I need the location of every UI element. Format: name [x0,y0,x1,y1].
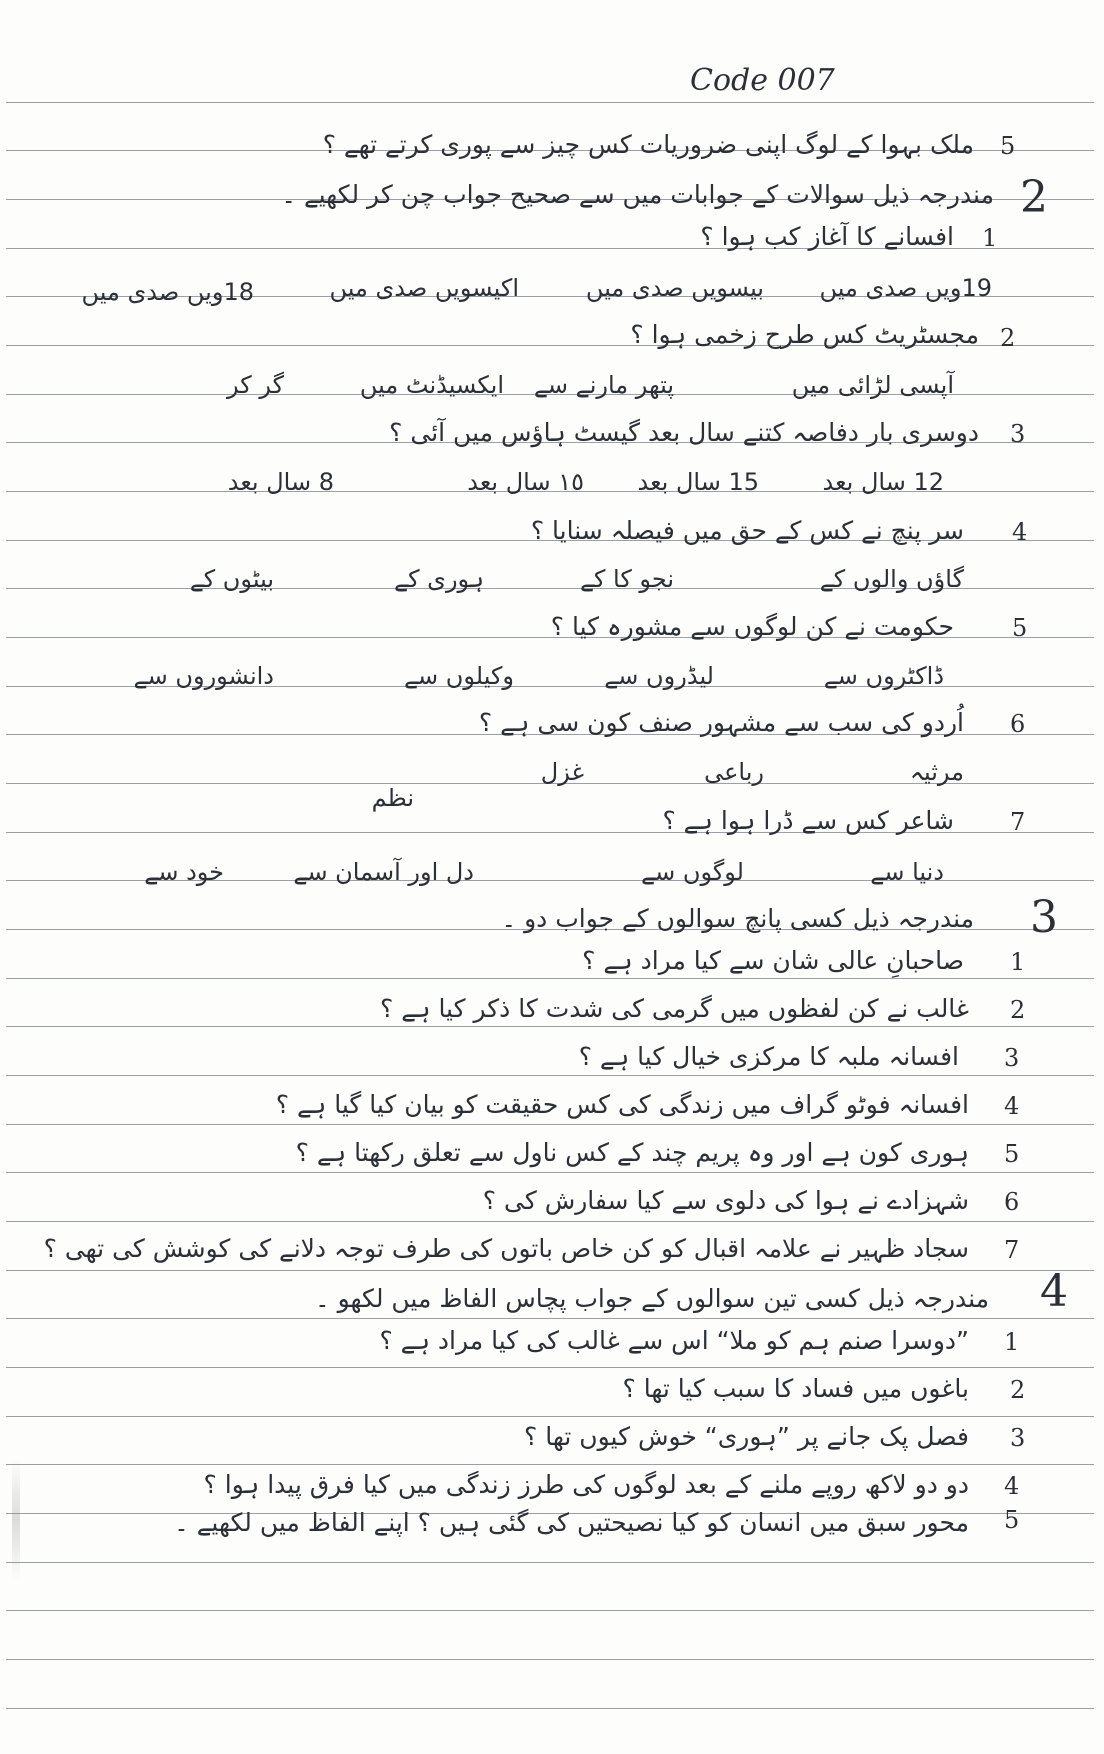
q3-item-text: افسانہ ملبہ کا مرکزی خیال کیا ہے ؟ [578,1042,959,1071]
q4-item-text: محور سبق میں انسان کو کیا نصیحتیں کی گئی ہیں ؟ اپنے الفاظ میں لکھیے ۔ [174,1508,969,1537]
q2-option: بیٹوں کے [189,565,274,593]
q4-item-number: 1 [1004,1328,1020,1356]
q3-item-number: 6 [1004,1188,1020,1216]
ruled-line [6,102,1094,103]
q3-item-number: 2 [1010,996,1026,1024]
ruled-line [6,1464,1094,1465]
ruled-line [6,1610,1094,1611]
ruled-line [6,1416,1094,1417]
q2-question: سر پنچ نے کس کے حق میں فیصلہ سنایا ؟ [530,516,964,545]
q3-item-text: افسانہ فوٹو گراف میں زندگی کی کس حقیقت کو بیان کیا گیا ہے ؟ [275,1090,969,1119]
q2-option: نظم [371,784,414,812]
q2-question: اُردو کی سب سے مشہور صنف کون سی ہے ؟ [478,708,964,737]
q2-item-number: 7 [1010,808,1026,836]
q2-option: نجو کا کے [579,565,674,593]
q3-item-text: ہوری کون ہے اور وہ پریم چند کے کس ناول سے تعلق رکھتا ہے ؟ [295,1138,969,1167]
q2-option: رباعی [704,758,764,786]
q3-instruction: مندرجہ ذیل کسی پانچ سوالوں کے جواب دو ۔ [501,904,974,933]
q3-item-number: 5 [1004,1140,1020,1168]
q3-item-number: 7 [1004,1236,1020,1264]
q4-item-text: فصل پک جانے پر ”ہوری“ خوش کیوں تھا ؟ [524,1422,969,1451]
q3-item-text: غالب نے کن لفظوں میں گرمی کی شدت کا ذکر کیا ہے ؟ [379,994,969,1023]
q2-option: گاؤں والوں کے [819,565,964,593]
q2-option: لیڈروں سے [604,662,714,690]
q2-item-number: 2 [1000,324,1016,352]
q1-item-text: ملک بہوا کے لوگ اپنی ضروریات کس چیز سے پوری کرتے تھے ؟ [322,130,974,159]
q2-option: غزل [540,758,584,786]
q2-item-number: 1 [982,224,998,252]
q2-question: مجسٹریٹ کس طرح زخمی ہوا ؟ [630,320,979,349]
section-number-4: 4 [1040,1266,1068,1317]
q2-option: 15 سال بعد [637,468,759,496]
q2-option: 18ویں صدی میں [81,278,254,306]
ruled-line [6,1270,1094,1271]
q2-option: 12 سال بعد [822,468,944,496]
q1-item-number: 5 [1000,132,1016,160]
q2-option: ڈاکٹروں سے [823,662,944,690]
q2-question: شاعر کس سے ڈرا ہوا ہے ؟ [662,806,954,835]
q2-question: افسانے کا آغاز کب ہوا ؟ [700,222,954,251]
q4-item-text: ”دوسرا صنم ہم کو ملا“ اس سے غالب کی کیا مراد ہے ؟ [379,1326,969,1355]
q2-item-number: 6 [1010,710,1026,738]
ruled-line [6,1172,1094,1173]
q2-option: وکیلوں سے [403,662,514,690]
q3-item-number: 1 [1010,948,1026,976]
q2-instruction: مندرجہ ذیل سوالات کے جوابات میں سے صحیح جواب چن کر لکھیے ۔ [281,180,994,209]
section-number-2: 2 [1020,172,1048,223]
q4-item-text: باغوں میں فساد کا سبب کیا تھا ؟ [622,1374,969,1403]
q2-question: دوسری بار دفاصہ کتنے سال بعد گیسٹ ہاؤس میں آئی ؟ [389,418,979,447]
ruled-line [6,1367,1094,1368]
q2-item-number: 3 [1010,420,1026,448]
q2-option: اکیسویں صدی میں [329,274,519,302]
ruled-line [6,1562,1094,1563]
q4-item-number: 5 [1004,1506,1020,1534]
q2-option: 19ویں صدی میں [819,274,992,302]
q2-option: آپسی لڑائی میں [791,371,954,399]
q2-option: ١٥ سال بعد [467,468,584,496]
q2-item-number: 5 [1012,614,1028,642]
ruled-line [6,978,1094,979]
section-number-3: 3 [1030,892,1058,943]
ruled-line [6,1659,1094,1660]
q2-option: مرثیہ [909,758,964,786]
paper-code: Code 007 [690,63,835,98]
q2-option: دنیا سے [870,858,944,886]
q2-option: 8 سال بعد [227,468,334,496]
q3-item-number: 3 [1004,1044,1020,1072]
ruled-line [6,1026,1094,1027]
ruled-line [6,1221,1094,1222]
q4-item-number: 3 [1010,1424,1026,1452]
q2-option: دانشوروں سے [133,662,274,690]
ruled-line [6,1124,1094,1125]
q4-item-number: 4 [1004,1472,1020,1500]
q4-item-text: دو دو لاکھ روپے ملنے کے بعد لوگوں کی طرز زندگی میں کیا فرق پیدا ہوا ؟ [203,1470,969,1499]
q2-option: لوگوں سے [641,858,744,886]
ruled-line [6,1708,1094,1709]
q4-instruction: مندرجہ ذیل کسی تین سوالوں کے جواب پچاس الفاظ میں لکھو ۔ [315,1284,989,1313]
q2-option: پتھر مارنے سے [533,371,674,399]
q2-option: گر کر [227,371,284,399]
q2-option: ایکسیڈنٹ میں [359,371,504,399]
q3-item-number: 4 [1004,1092,1020,1120]
q2-question: حکومت نے کن لوگوں سے مشورہ کیا ؟ [550,612,954,641]
q3-item-text: سجاد ظہیر نے علامہ اقبال کو کن خاص باتوں کی طرف توجہ دلانے کی کوشش کی تھی ؟ [43,1234,969,1263]
margin-smudge [12,1460,20,1580]
q2-option: ہوری کے [394,565,484,593]
q3-item-text: شہزادے نے ہوا کی دلوی سے کیا سفارش کی ؟ [482,1186,969,1215]
ruled-line [6,1075,1094,1076]
q2-option: خود سے [144,858,224,886]
q3-item-text: صاحبانِ عالی شان سے کیا مراد ہے ؟ [582,946,964,975]
q2-item-number: 4 [1012,518,1028,546]
q4-item-number: 2 [1010,1376,1026,1404]
q2-option: دل اور آسمان سے [293,858,474,886]
q2-option: بیسویں صدی میں [585,274,764,302]
ruled-line [6,1318,1094,1319]
